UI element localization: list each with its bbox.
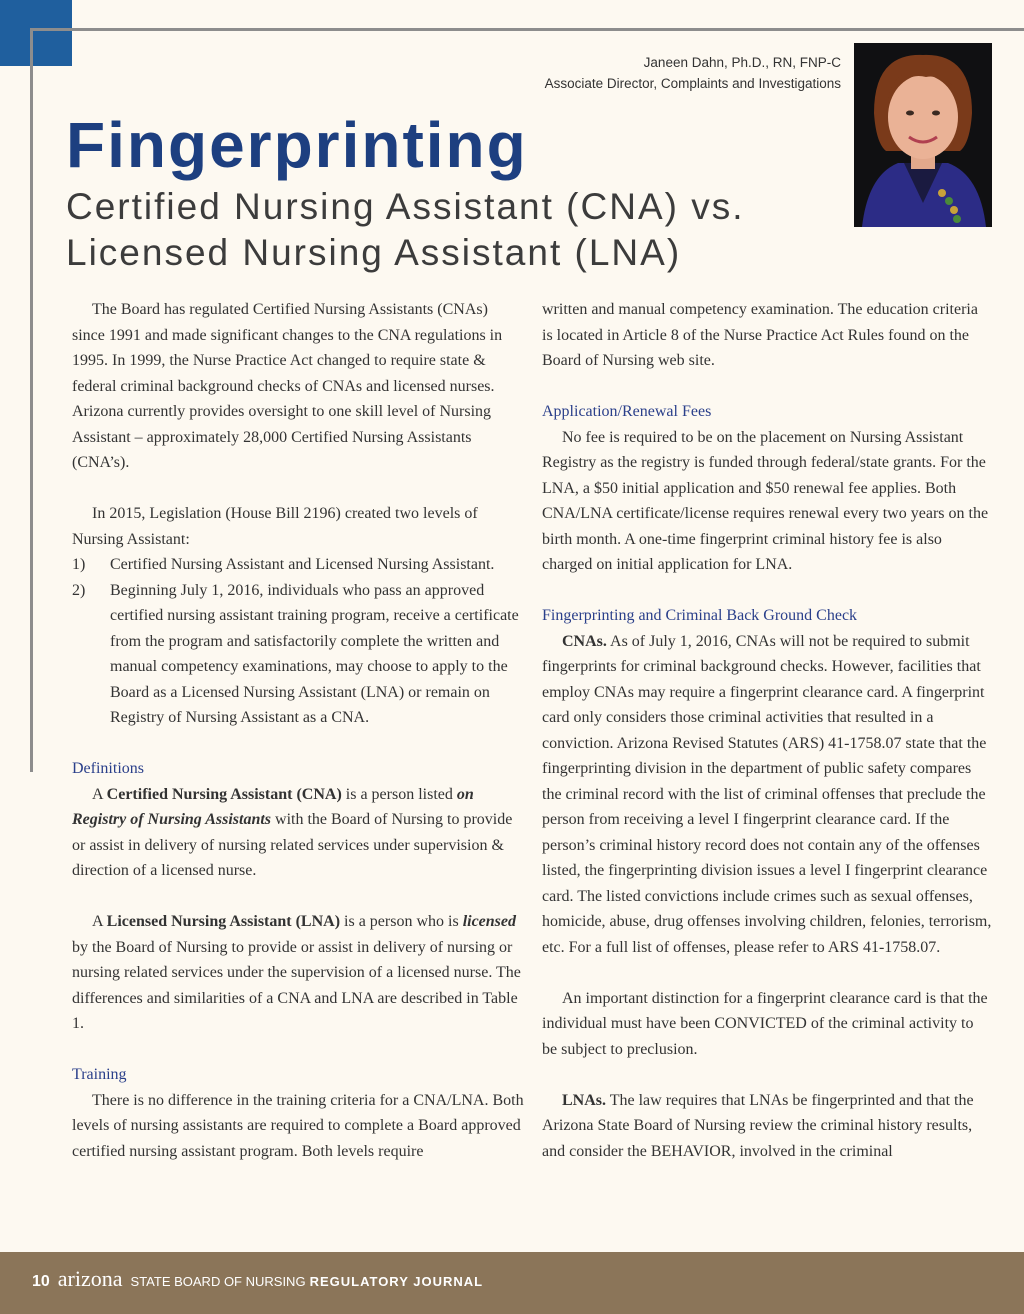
frame-rule-left bbox=[30, 28, 33, 772]
right-column bbox=[542, 297, 992, 1164]
cna-registry-emphasis: on Registry of Nursing Assistants bbox=[72, 785, 474, 828]
author-photo bbox=[854, 43, 992, 227]
fees-heading: Application/Renewal Fees bbox=[542, 403, 712, 420]
lnas-paragraph: LNAs. The law requires that LNAs be fingerprinted and that the Arizona State Board of Nursing review the criminal history results, and consider the BEHAVIOR, involved in the criminal bbox=[542, 1091, 974, 1160]
list-item bbox=[72, 552, 524, 578]
lna-licensed-emphasis: licensed bbox=[462, 913, 517, 930]
cnas-paragraph: CNAs. As of July 1, 2016, CNAs will not be required to submit fingerprints for criminal background checks. However, facilities that employ CNAs may require a fingerprint clearance card. A fingerprint card only considers those criminal activities that resulted in a conviction. Arizona Revised Statutes (ARS) 41-1758.07 state that the fingerprinting division in the department of public safety compares the criminal record with the list of criminal offenses that preclude the person from receiving a level I fingerprint clearance card. If the person’s criminal history record does not contain any of the offenses listed, the fingerprinting division issues a level I fingerprint clearance card. The listed convictions include crimes such as sexual offenses, homicide, abuse, drug offenses involving children, felonies, terrorism, etc. For a full list of offenses, please refer to ARS 41-1758.07. bbox=[542, 632, 992, 956]
frame-rule-top bbox=[30, 28, 1024, 31]
distinction-paragraph: An important distinction for a fingerprint clearance card is that the individual must have been CONVICTED of the criminal activity to be subject to preclusion. bbox=[542, 989, 988, 1058]
fees-paragraph: No fee is required to be on the placement on Nursing Assistant Registry as the registry is funded through federal/state grants. For the LNA, a $50 initial application and $50 renewal fee applies. Both CNA/LNA certificate/license requires renewal every two years on the birth month. A one-time fingerprint criminal history fee is also charged on initial application for LNA. bbox=[542, 428, 989, 573]
training-paragraph: There is no difference in the training criteria for a CNA/LNA. Both levels of nursing assistants are required to complete a Board approved certified nursing assistant program. Both levels require bbox=[72, 1091, 524, 1160]
lnas-lead: LNAs. bbox=[562, 1091, 607, 1109]
subtitle-line-1: Certified Nursing Assistant (CNA) vs. bbox=[66, 186, 745, 227]
list-item-number: 1) bbox=[72, 556, 86, 573]
footer-brand-arizona: arizona bbox=[57, 1266, 123, 1291]
list-item-text: Certified Nursing Assistant and Licensed Nursing Assistant. bbox=[110, 556, 495, 573]
footer-masthead bbox=[32, 1266, 483, 1292]
cna-term: Certified Nursing Assistant (CNA) bbox=[106, 785, 342, 803]
corner-accent-block bbox=[0, 0, 72, 66]
author-name: Janeen Dahn, Ph.D., RN, FNP-C bbox=[643, 55, 841, 70]
list-item-text: Beginning July 1, 2016, individuals who pass an approved certified nursing assistant training program, receive a certificate from the program and satisfactorily complete the written and manual competency examinations, may choose to apply to the Board as a Licensed Nursing Assistant (LNA) or remain on Registry of Nursing Assistant as a CNA. bbox=[110, 581, 519, 726]
fingerprinting-heading: Fingerprinting and Criminal Back Ground Check bbox=[542, 607, 858, 624]
legislation-paragraph: In 2015, Legislation (House Bill 2196) created two levels of Nursing Assistant: bbox=[72, 505, 478, 548]
footer-journal-name: REGULATORY JOURNAL bbox=[309, 1274, 484, 1289]
intro-paragraph: The Board has regulated Certified Nursing Assistants (CNAs) since 1991 and made significant changes to the CNA regulations in 1995. In 1999, the Nurse Practice Act changed to require state & federal criminal background checks of CNAs and licensed nurses. Arizona currently provides oversight to one skill level of Nursing Assistant – approximately 28,000 Certified Nursing Assistants (CNA’s). bbox=[72, 301, 503, 471]
subtitle-line-2: Licensed Nursing Assistant (LNA) bbox=[66, 232, 682, 273]
left-column bbox=[72, 297, 524, 1164]
cnas-lead: CNAs. bbox=[562, 632, 607, 650]
page-number: 10 bbox=[32, 1273, 50, 1290]
definitions-heading: Definitions bbox=[72, 760, 144, 777]
portrait-image bbox=[854, 43, 992, 227]
training-continued-paragraph: written and manual competency examination. The education criteria is located in Article 8 of the Nurse Practice Act Rules found on the Board of Nursing web site. bbox=[542, 301, 978, 369]
footer-board-name: STATE BOARD OF NURSING bbox=[130, 1274, 306, 1289]
page-footer bbox=[0, 1252, 1024, 1314]
cna-definition: A Certified Nursing Assistant (CNA) is a person listed on Registry of Nursing Assistants with the Board of Nursing to provide or assist in delivery of nursing related services under supervision & direction of a licensed nurse. bbox=[72, 785, 513, 879]
training-heading: Training bbox=[72, 1066, 127, 1083]
lna-definition: A Licensed Nursing Assistant (LNA) is a person who is licensed by the Board of Nursing to provide or assist in delivery of nursing or nursing related services under the supervision of a licensed nurse. The differences and similarities of a CNA and LNA are described in Table 1. bbox=[72, 913, 521, 1032]
page-title: Fingerprinting bbox=[66, 109, 528, 181]
lna-term: Licensed Nursing Assistant (LNA) bbox=[106, 913, 341, 930]
page-subtitle bbox=[66, 184, 745, 276]
list-item bbox=[72, 578, 524, 731]
author-byline bbox=[545, 52, 841, 94]
list-item-number: 2) bbox=[72, 581, 86, 599]
author-role: Associate Director, Complaints and Investigations bbox=[544, 76, 841, 91]
